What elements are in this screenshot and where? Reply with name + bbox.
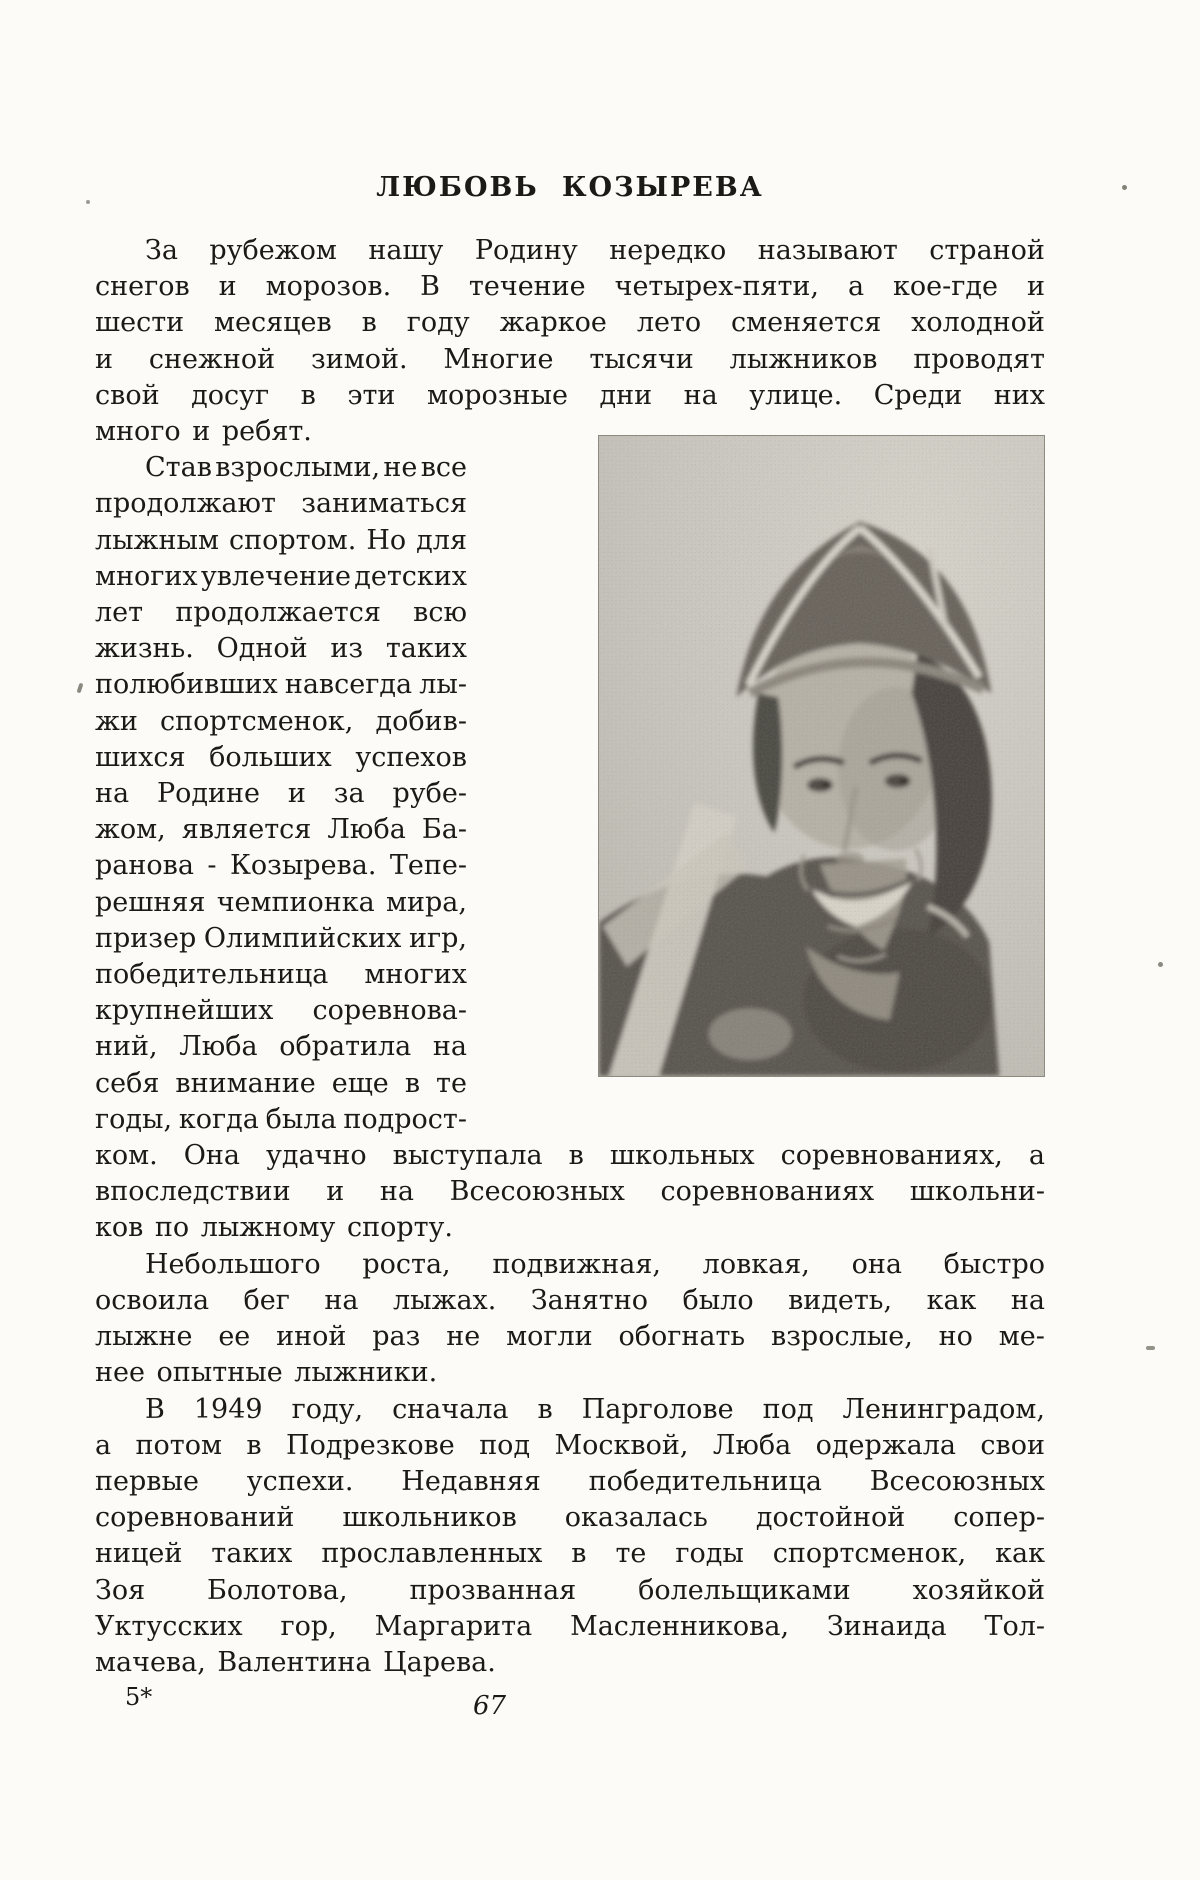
text-line: шести месяцев в году жаркое лето сменяется холодной [95, 307, 1045, 339]
page-title: ЛЮБОВЬ КОЗЫРЕВА [376, 172, 764, 203]
text-line: лыжне ее иной раз не могли обогнать взрослые, но ме- [95, 1321, 1045, 1353]
text-line: мачева, Валентина Царева. [95, 1646, 496, 1678]
scan-speck [913, 1066, 916, 1069]
portrait-photo-illustration [599, 436, 1044, 1076]
text-line: освоила бег на лыжах. Занятно было видеть, как на [95, 1284, 1045, 1316]
paragraph-intro [95, 233, 1045, 450]
text-line: нее опытные лыжники. [95, 1357, 438, 1389]
portrait-photo [598, 435, 1045, 1077]
text-line: лет продолжается всю [95, 597, 467, 629]
paragraph-1949 [95, 1392, 1045, 1682]
text-line: крупнейших соревнова- [95, 995, 467, 1027]
scan-speck [1122, 185, 1127, 190]
text-line: полюбивших навсегда лы- [95, 669, 467, 701]
scan-speck [77, 683, 84, 694]
text-line: Зоя Болотова, прозванная болельщиками хозяйкой [95, 1574, 1045, 1606]
text-line: свой досуг в эти морозные дни на улице. Среди них [95, 379, 1045, 411]
text-line: соревнований школьников оказалась достойной сопер- [95, 1502, 1045, 1534]
text-line: Небольшого роста, подвижная, ловкая, она быстро [145, 1248, 1045, 1280]
text-photo-row [95, 450, 1045, 1138]
text-line: Став взрослыми, не все [145, 452, 467, 484]
text-line: первые успехи. Недавняя победительница Всесоюзных [95, 1465, 1045, 1497]
scan-speck [86, 200, 90, 204]
text-line: ранова - Козырева. Тепе- [95, 850, 467, 882]
text-line: призер Олимпийских игр, [95, 922, 467, 954]
text-line: лыжным спортом. Но для [95, 524, 467, 556]
text-line: ний, Люба обратила на [95, 1031, 467, 1063]
text-line: ницей таких прославленных в те годы спортсменок, как [95, 1538, 1045, 1570]
text-line: За рубежом нашу Родину нередко называют страной [145, 235, 1045, 266]
text-line: Уктусских гор, Маргарита Масленникова, Зинаида Тол- [95, 1610, 1045, 1642]
text-line: впоследствии и на Всесоюзных соревнованиях школьни- [95, 1176, 1045, 1208]
text-line: В 1949 году, сначала в Парголове под Ленинградом, [145, 1393, 1045, 1425]
paragraph-intro-continued [95, 1138, 1045, 1247]
page-number: 67 [473, 1691, 507, 1722]
text-line: жизнь. Одной из таких [95, 633, 467, 665]
text-line: продолжают заниматься [95, 488, 467, 520]
scan-speck [1158, 962, 1163, 967]
paragraph-agility [95, 1247, 1045, 1392]
scan-speck [1146, 1346, 1155, 1350]
text-line: жом, является Люба Ба- [95, 814, 467, 846]
text-line: ков по лыжному спорту. [95, 1212, 454, 1244]
text-line: многих увлечение детских [95, 560, 467, 592]
signature-mark: 5* [125, 1683, 153, 1712]
text-line: и снежной зимой. Многие тысячи лыжников проводят [95, 343, 1045, 375]
text-line: на Родине и за рубе- [95, 778, 467, 810]
text-line: жи спортсменок, добив- [95, 705, 467, 737]
text-line: годы, когда была подрост- [95, 1103, 467, 1135]
text-line: много и ребят. [95, 416, 312, 448]
text-line: победительница многих [95, 959, 467, 991]
text-line: а потом в Подрезкове под Москвой, Люба одержала свои [95, 1429, 1045, 1461]
text-line: решняя чемпионка мира, [95, 886, 467, 918]
page-footer [95, 1683, 1045, 1729]
text-block [95, 0, 1045, 1729]
text-line: ком. Она удачно выступала в школьных соревнованиях, а [95, 1140, 1045, 1172]
text-line: снегов и морозов. В течение четырех-пяти, а кое-где и [95, 271, 1045, 303]
text-line: себя внимание еще в те [95, 1067, 467, 1099]
text-line: шихся больших успехов [95, 741, 467, 773]
left-text-column [95, 450, 467, 1138]
